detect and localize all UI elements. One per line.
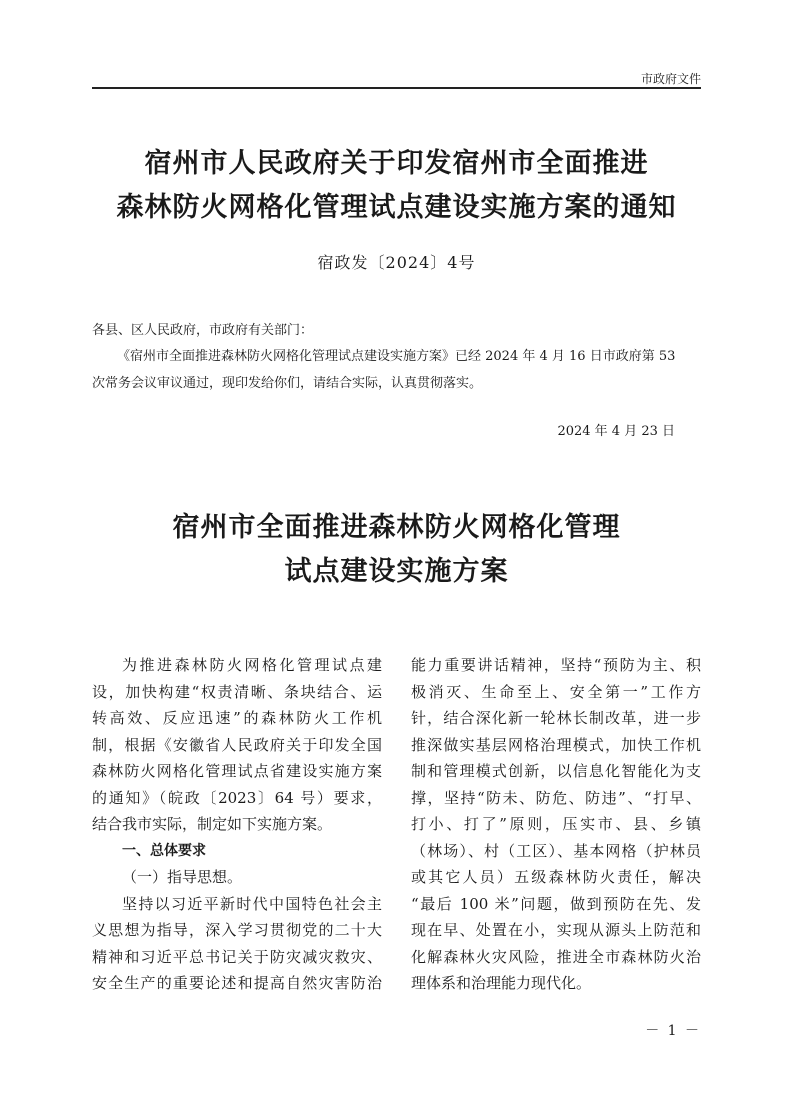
left-line: 转高效、反应迅速”的森林防火工作机 [92,709,382,727]
right-line: 推深做实基层网格治理模式，加快工作机 [411,735,701,754]
section-heading: 一、总体要求 [122,842,206,859]
left-line: 的通知》（皖政〔2023〕64 号）要求， [92,788,382,807]
left-column [92,652,382,997]
plan-title-line2: 试点建设实施方案 [284,556,509,587]
left-line: 制，根据《安徽省人民政府关于印发全国 [92,735,382,754]
right-line: 极消灭、生命至上、安全第一”工作方 [411,682,701,701]
notice-body-line2: 次常务会议审议通过，现印发给你们，请结合实际，认真贯彻落实。 [92,376,483,391]
left-line: 精神和习近平总书记关于防灾减灾救灾、 [92,947,382,966]
header-rule [92,87,701,89]
right-line: 撑，坚持“防未、防危、防违”、“打早、 [411,788,701,807]
left-line: 设，加快构建“权责清晰、条块结合、运 [92,682,382,701]
plan-title [60,506,733,594]
left-line: 安全生产的重要论述和提高自然灾害防治 [92,974,382,992]
plan-title-line1: 宿州市全面推进森林防火网格化管理 [172,512,621,543]
right-line: 理体系和治理能力现代化。 [411,974,592,992]
notice-title [60,142,733,230]
notice-date: 2024 年 4 月 23 日 [557,424,675,439]
right-line: 能力重要讲话精神，坚持“预防为主、积 [411,656,701,674]
notice-title-line1: 宿州市人民政府关于印发宿州市全面推进 [144,148,649,179]
left-line: 义思想为指导，深入学习贯彻党的二十大 [92,921,382,939]
recipients: 各县、区人民政府，市政府有关部门： [92,323,314,338]
notice-title-line2: 森林防火网格化管理试点建设实施方案的通知 [116,192,677,223]
left-line: 森林防火网格化管理试点省建设实施方案 [92,762,382,780]
left-line: 坚持以习近平新时代中国特色社会主 [122,894,382,913]
right-line: 打小、打了”原则，压实市、县、乡镇 [411,815,701,833]
header-label: 市政府文件 [640,72,701,86]
right-line: “最后 100 米”问题，做到预防在先、发 [411,894,701,913]
notice-body [92,343,699,397]
left-line: 结合我市实际，制定如下实施方案。 [92,815,333,833]
right-line: 制和管理模式创新，以信息化智能化为支 [411,762,701,780]
subsection-heading: （一）指导思想。 [122,868,243,886]
notice-body-line1: 《宿州市全面推进森林防火网格化管理试点建设实施方案》已经 2024 年 4 月 16 日市政府第 53 [117,349,676,364]
right-line: 针，结合深化新一轮林长制改革，进一步 [411,709,701,727]
right-line: 化解森林火灾风险，推进全市森林防火治 [411,947,701,966]
left-line: 为推进森林防火网格化管理试点建 [122,656,382,674]
page-number: － 1 － [645,1023,701,1039]
right-line: （林场）、村（工区）、基本网格（护林员 [411,841,701,860]
document-number: 宿政发〔2024〕4号 [317,253,476,272]
right-line: 现在早、处置在小，实现从源头上防范和 [411,921,701,939]
right-column [411,652,701,997]
right-line: 或其它人员）五级森林防火责任，解决 [411,868,701,886]
